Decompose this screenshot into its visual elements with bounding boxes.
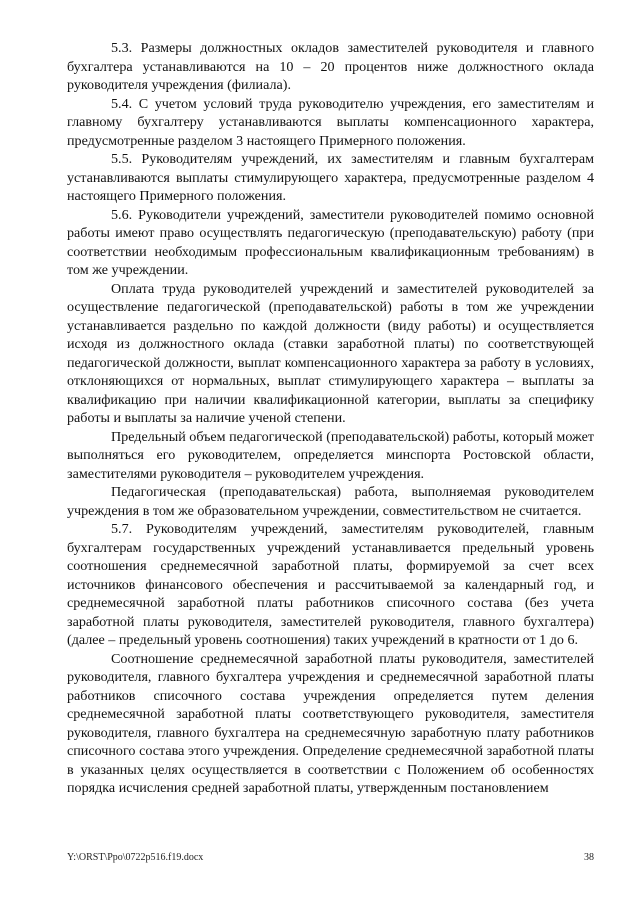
- page-number: 38: [584, 852, 594, 863]
- page-footer: [67, 852, 594, 863]
- paragraph-5-6: 5.6. Руководители учреждений, заместители руководителей помимо основной работы имеют право осуществлять педагогическую (преподавательскую) работу (при соответствии необходимым профессиональным квалификационным требованиям) в том же учреждении.: [67, 206, 594, 278]
- paragraph-5-5: 5.5. Руководителям учреждений, их заместителям и главным бухгалтерам устанавливаются выплаты стимулирующего характера, предусмотренные разделом 4 настоящего Примерного положения.: [67, 151, 594, 204]
- paragraph-5-3: 5.3. Размеры должностных окладов заместителей руководителя и главного бухгалтера устанавливаются на 10 – 20 процентов ниже должностного оклада руководителя учреждения (филиала).: [67, 40, 594, 93]
- paragraph-not-combined: Педагогическая (преподавательская) работа, выполняемая руководителем учреждения в том же образовательном учреждении, совместительством не считается.: [67, 484, 594, 519]
- paragraph-ratio: Соотношение среднемесячной заработной платы руководителя, заместителей руководителя, главного бухгалтера учреждения и среднемесячной заработной платы работников списочного состава учреждения определяется путем деления среднемесячной заработной платы соответствующего руководителя, заместителя руководителя, главного бухгалтера на среднемесячную заработную плату работников списочного состава этого учреждения. Определение среднемесячной заработной платы в указанных целях осуществляется в соответствии с Положением об особенностях порядка исчисления средней заработной платы, утвержденным постановлением: [67, 650, 594, 796]
- footer-file-path: Y:\ORST\Ppo\0722p516.f19.docx: [67, 852, 204, 863]
- document-body: [67, 39, 594, 798]
- paragraph-workload-limit: Предельный объем педагогической (преподавательской) работы, который может выполняться его руководителем, определяется минспорта Ростовской области, заместителями руководителя – руководителем учреждения.: [67, 428, 594, 482]
- paragraph-5-4: 5.4. С учетом условий труда руководителю учреждения, его заместителям и главному бухгалтеру устанавливаются выплаты компенсационного характера, предусмотренные разделом 3 настоящего Примерного положения.: [67, 95, 594, 149]
- paragraph-remuneration: Оплата труда руководителей учреждений и заместителей руководителей за осуществление педагогической (преподавательской) работы в том же учреждении устанавливается раздельно по каждой должности (виду работы) и осуществляется исходя из должностного оклада (ставки заработной платы) по соответствующей педагогической должности, выплат компенсационного характера за работу в условиях, отклоняющихся от нормальных, выплат стимулирующего характера – выплаты за квалификацию при наличии квалификационной категории, выплаты за специфику работы и выплаты за наличие ученой степени.: [67, 280, 594, 426]
- paragraph-5-7: 5.7. Руководителям учреждений, заместителям руководителей, главным бухгалтерам государственных учреждений устанавливается предельный уровень соотношения среднемесячной заработной платы, формируемой за счет всех источников финансового обеспечения и рассчитываемой за календарный год, и среднемесячной заработной платы работников списочного состава (без учета заработной платы руководителя, заместителей руководителя, главного бухгалтера) (далее – предельный уровень соотношения) таких учреждений в кратности от 1 до 6.: [67, 521, 594, 648]
